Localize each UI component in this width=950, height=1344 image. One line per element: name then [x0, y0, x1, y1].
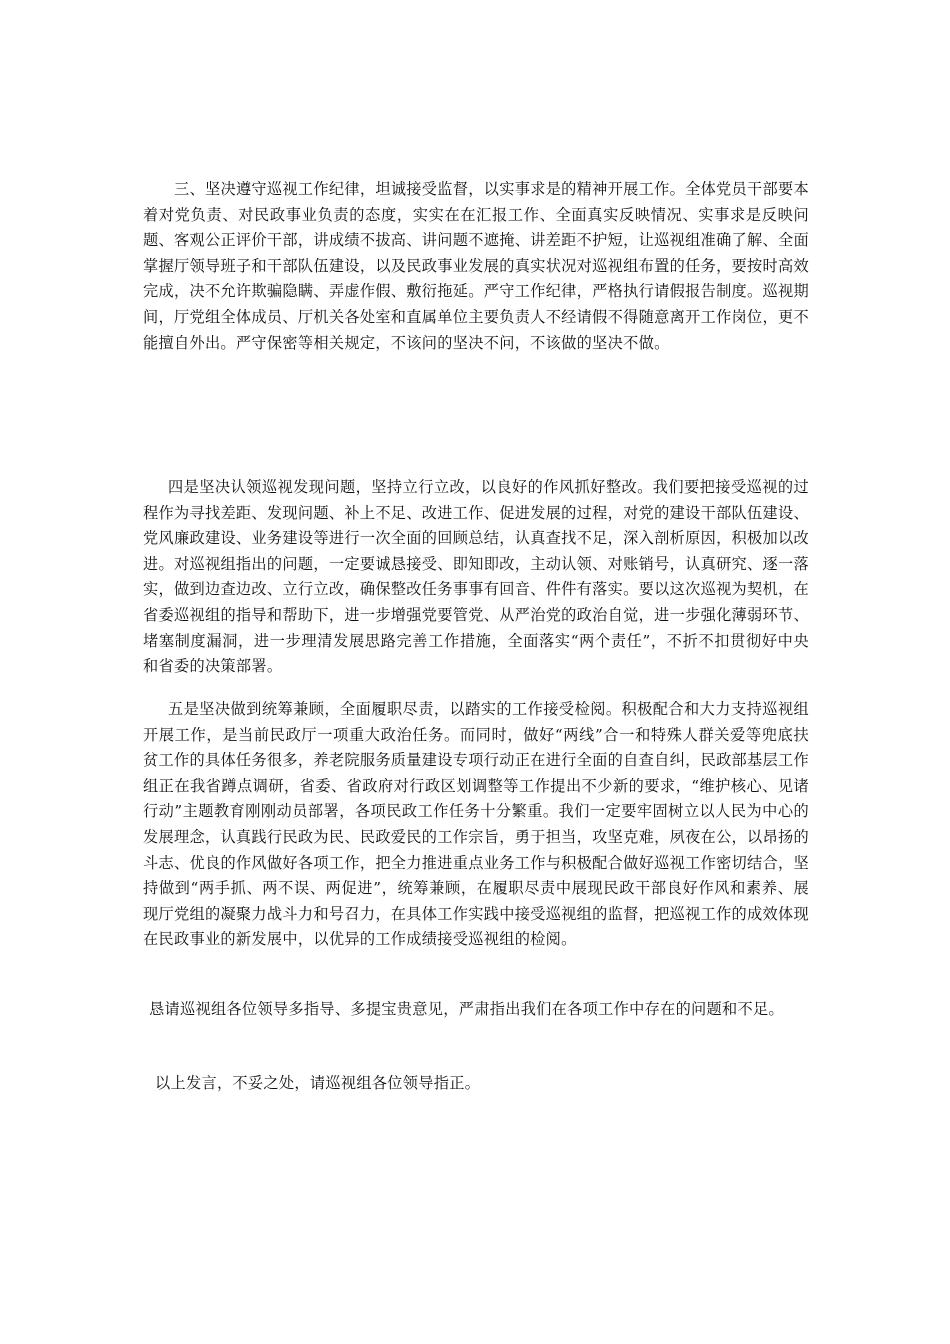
paragraph-closing: 以上发言，不妥之处，请巡视组各位领导指正。 [155, 1074, 481, 1092]
paragraph-request: 恳请巡视组各位领导多指导、多提宝贵意见，严肃指出我们在各项工作中存在的问题和不足。 [149, 1000, 784, 1018]
paragraph-coordination: 五是坚决做到统筹兼顾，全面履职尽责，以踏实的工作接受检阅。积极配合和大力支持巡视组开展工作，是当前民政厅一项重大政治任务。而同时，做好“两线”合一和特殊人群关爱等兜底扶贫工作的具体任务很多，养老院服务质量建设专项行动正在进行全面的自查自纠，民政部基层工作组正在我省蹲点调研，省委、省政府对行政区划调整等工作提出不少新的要求，“维护核心、见诸行动”主题教育刚刚动员部署，各项民政工作任务十分繁重。我们一定要牢固树立以人民为中心的发展理念，认真践行民政为民、民政爱民的工作宗旨，勇于担当，攻坚克难，夙夜在公，以昂扬的斗志、优良的作风做好各项工作，把全力推进重点业务工作与积极配合做好巡视工作密切结合，坚持做到“两手抓、两不误、两促进”，统筹兼顾，在履职尽责中展现民政干部良好作风和素养、展现厅党组的凝聚力战斗力和号召力，在具体工作实践中接受巡视组的监督，把巡视工作的成效体现在民政事业的新发展中，以优异的工作成绩接受巡视组的检阅。 [143, 700, 809, 949]
paragraph-discipline: 三、坚决遵守巡视工作纪律，坦诚接受监督，以实事求是的精神开展工作。全体党员干部要本着对党负责、对民政事业负责的态度，实实在在汇报工作、全面真实反映情况、实事求是反映问题、客观公正评价干部，讲成绩不拔高、讲问题不遮掩、讲差距不护短，让巡视组准确了解、全面掌握厅领导班子和干部队伍建设，以及民政事业发展的真实状况对巡视组布置的任务，要按时高效完成，决不允许欺骗隐瞒、弄虚作假、敷衍拖延。严守工作纪律，严格执行请假报告制度。巡视期间，厅党组全体成员、厅机关各处室和直属单位主要负责人不经请假不得随意离开工作岗位，更不能擅自外出。严守保密等相关规定，不该问的坚决不问，不该做的坚决不做。 [143, 180, 809, 352]
paragraph-rectification: 四是坚决认领巡视发现问题，坚持立行立改，以良好的作风抓好整改。我们要把接受巡视的过程作为寻找差距、发现问题、补上不足、改进工作、促进发展的过程，对党的建设干部队伍建设、党风廉政建设、业务建设等进行一次全面的回顾总结，认真查找不足，深入剖析原因，积极加以改进。对巡视组指出的问题，一定要诚恳接受、即知即改，主动认领、对账销号，认真研究、逐一落实，做到边查边改、立行立改，确保整改任务事事有回音、件件有落实。要以这次巡视为契机，在省委巡视组的指导和帮助下，进一步增强党要管党、从严治党的政治自觉，进一步强化薄弱环节、堵塞制度漏洞，进一步理清发展思路完善工作措施，全面落实“两个责任”，不折不扣贯彻好中央和省委的决策部署。 [143, 478, 809, 676]
